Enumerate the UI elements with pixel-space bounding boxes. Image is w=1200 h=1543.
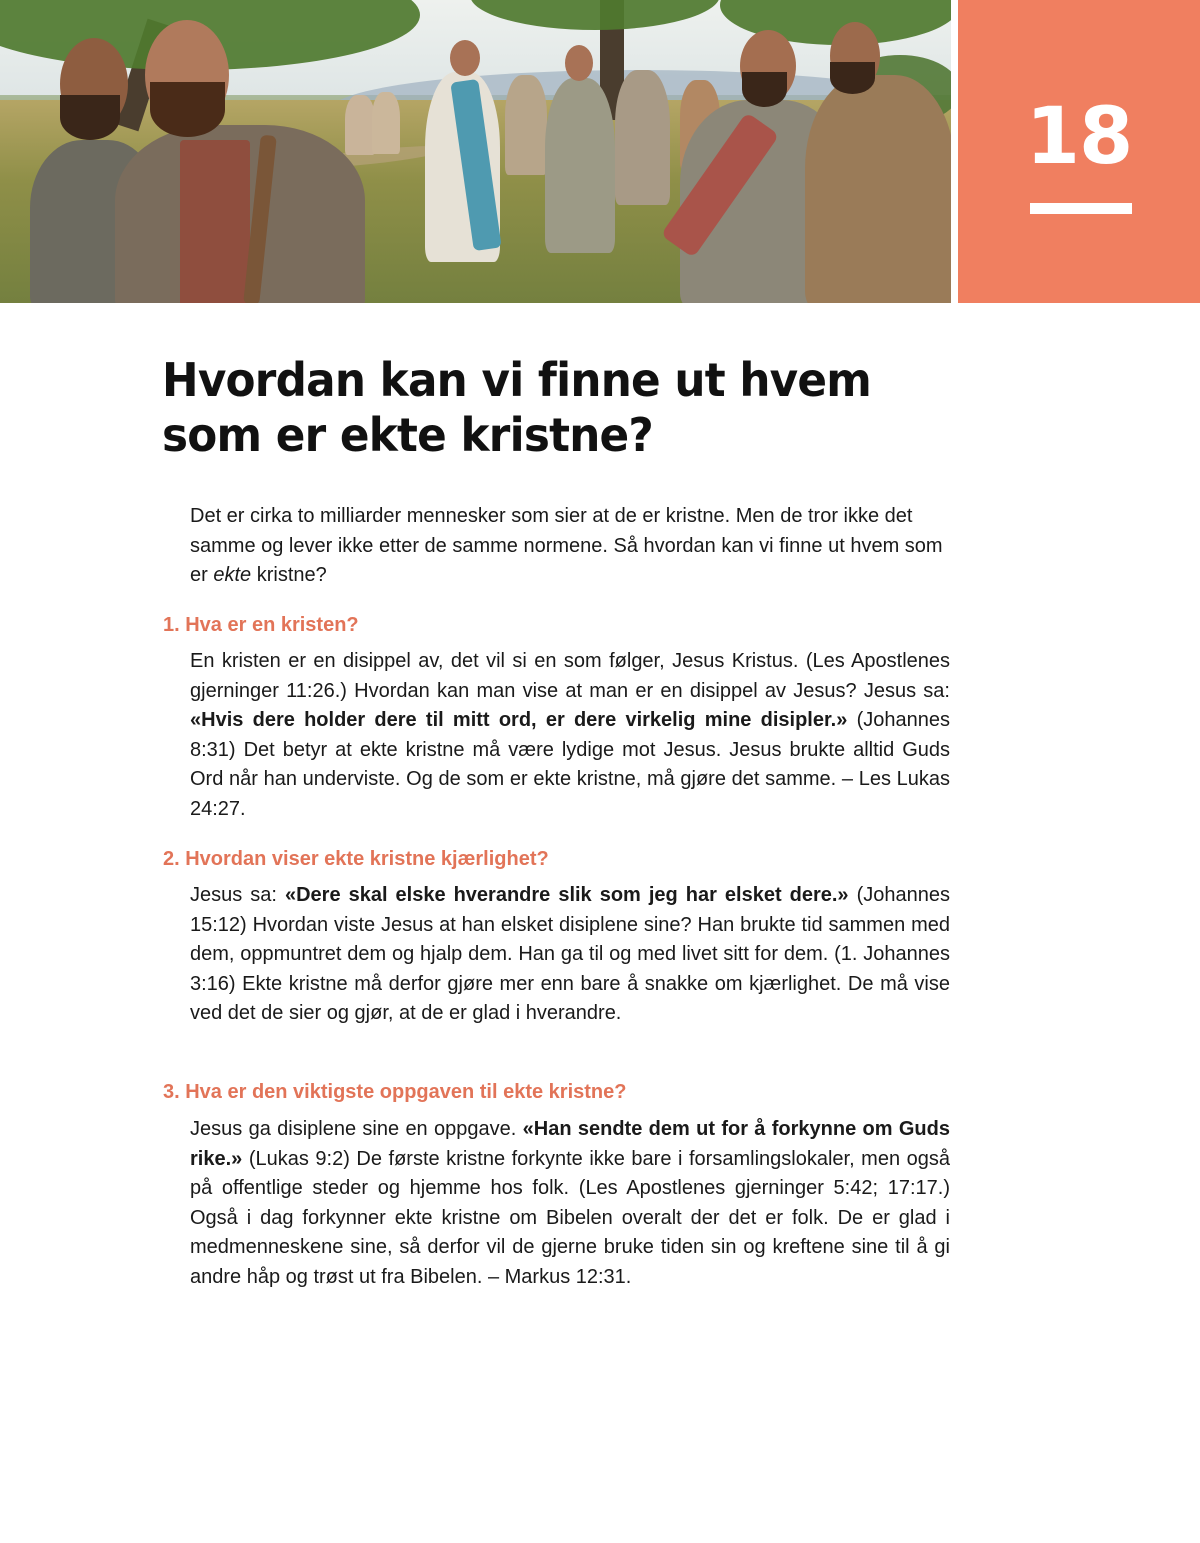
title-line-1: Hvordan kan vi finne ut hvem [162, 353, 872, 407]
photo-figure [372, 92, 400, 154]
photo-beard [830, 62, 875, 94]
section-text: En kristen er en disippel av, det vil si en som følger, Jesus Kristus. (Les Apostlenes gjerninger 11:26.) Hvordan kan man vise at man er en disippel av Jesus? Jesus sa: [190, 650, 950, 702]
section-heading-3: 3. Hva er den viktigste oppgaven til ekte kristne? [163, 1081, 627, 1103]
section-text: Jesus ga disiplene sine en oppgave. [190, 1118, 523, 1140]
section-paragraph-2 [190, 881, 950, 1029]
scripture-quote: «Dere skal elske hverandre slik som jeg har elsket dere.» [284, 884, 849, 906]
intro-text-end: kristne? [251, 564, 327, 586]
section-heading-2: 2. Hvordan viser ekte kristne kjærlighet? [163, 848, 549, 870]
photo-figure [545, 78, 615, 253]
title-line-2: som er ekte kristne? [162, 408, 654, 462]
header-photo [0, 0, 951, 303]
photo-figure [180, 140, 250, 303]
intro-paragraph [190, 502, 950, 591]
photo-figure [615, 70, 670, 205]
photo-beard [150, 82, 225, 137]
page-title [162, 353, 884, 463]
section-paragraph-1 [190, 647, 950, 824]
section-paragraph-3 [190, 1115, 950, 1292]
photo-face [565, 45, 593, 81]
chapter-badge [958, 0, 1200, 303]
chapter-underline [1030, 203, 1132, 214]
section-text: Jesus sa: [190, 884, 285, 906]
section-heading-1: 1. Hva er en kristen? [163, 614, 359, 636]
scripture-quote: «Han sendte dem ut for å forkynne om Guds rike.» [190, 1118, 950, 1170]
photo-face [450, 40, 480, 76]
section-text: (Lukas 9:2) De første kristne forkynte ikke bare i forsamlingslokaler, men også på offentlige steder og hjemme hos folk. (Les Apostlenes gjerninger 5:42; 17:17.) Også i dag forkynner ekte kristne om Bibelen overalt der det er folk. De er glad i medmenneskene sine, så derfor vil de gjerne bruke tiden sin og kreftene sine til å gi andre håp og trøst ut fra Bibelen. – Markus 12:31. [190, 1147, 950, 1288]
section-text: (Johannes 8:31) Det betyr at ekte kristne må være lydige mot Jesus. Jesus brukte alltid Guds Ord når han underviste. Og de som er ekte kristne, må gjøre det samme. – Les Lukas 24:27. [190, 709, 950, 820]
photo-beard [742, 72, 787, 107]
intro-text: Det er cirka to milliarder mennesker som sier at de er kristne. Men de tror ikke det samme og lever ikke etter de samme normene. Så hvordan kan vi finne ut hvem som er [190, 505, 943, 586]
intro-emphasis: ekte [213, 564, 252, 586]
photo-figure [505, 75, 547, 175]
scripture-quote: «Hvis dere holder dere til mitt ord, er dere virkelig mine disipler.» [190, 709, 848, 731]
photo-figure [345, 95, 375, 155]
chapter-number: 18 [1025, 92, 1133, 182]
photo-figure [805, 75, 951, 303]
photo-beard [60, 95, 120, 140]
section-text: (Johannes 15:12) Hvordan viste Jesus at han elsket disiplene sine? Han brukte tid sammen med dem, oppmuntret dem og hjalp dem. Han ga til og med livet sitt for dem. (1. Johannes 3:16) Ekte kristne må derfor gjøre mer enn bare å snakke om kjærlighet. De må vise ved det de sier og gjør, at de er glad i hverandre. [190, 884, 950, 1024]
